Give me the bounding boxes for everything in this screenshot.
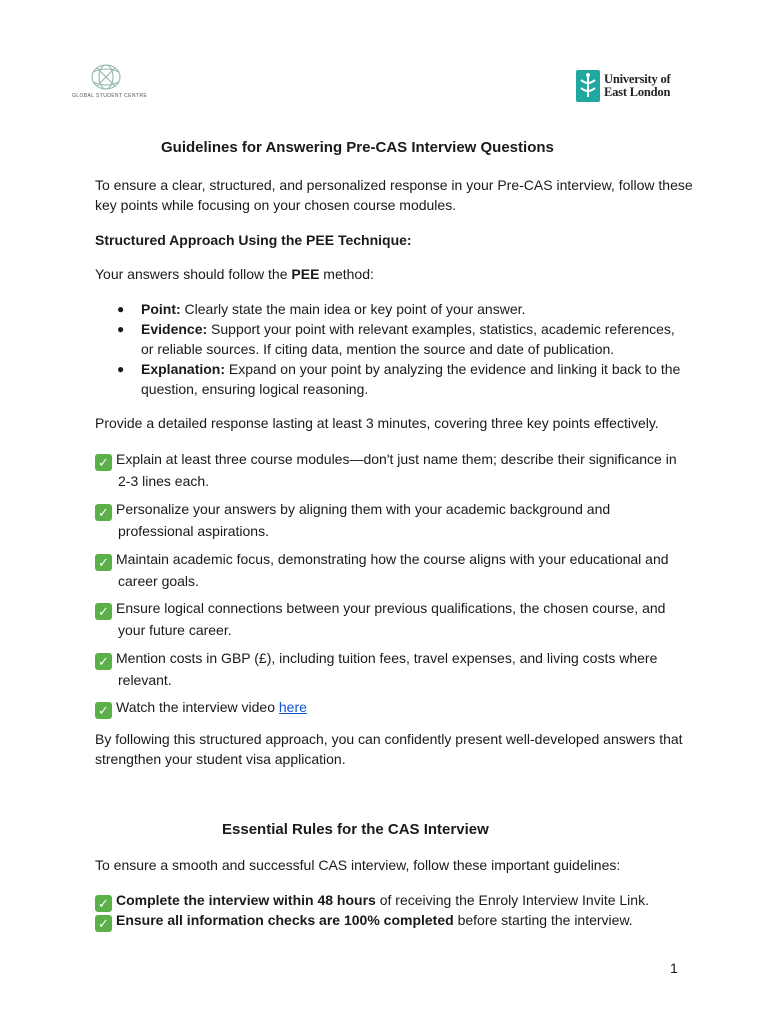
rule-item — [95, 890, 685, 912]
check-mark-icon: ✓ — [95, 603, 112, 620]
check-mark-icon: ✓ — [95, 504, 112, 521]
checklist-text-cont: professional aspirations. — [118, 523, 269, 539]
checklist-text: Ensure logical connections between your previous qualifications, the chosen course, and — [116, 600, 666, 616]
check-mark-icon: ✓ — [95, 915, 112, 932]
university-logo — [576, 70, 671, 102]
bullet-text: Clearly state the main idea or key point of your answer. — [180, 301, 526, 317]
checklist-text: Mention costs in GBP (£), including tuition fees, travel expenses, and living costs where — [116, 650, 658, 666]
checklist-text: Maintain academic focus, demonstrating how the course aligns with your educational and — [116, 551, 669, 567]
closing-line-2: strengthen your student visa application. — [95, 751, 346, 767]
video-item — [95, 697, 685, 719]
rule-item — [95, 910, 685, 932]
page-title: Guidelines for Answering Pre-CAS Interview Questions — [161, 139, 554, 156]
intro-line-1: To ensure a clear, structured, and personalized response in your Pre-CAS interview, follow these — [95, 177, 693, 193]
rule-bold: Ensure all information checks are 100% completed — [116, 912, 454, 928]
university-name-line2: East London — [604, 85, 671, 99]
checklist-item — [95, 499, 685, 541]
pee-method-line — [95, 264, 374, 284]
checklist-text-cont: relevant. — [118, 672, 172, 688]
bullet-explanation — [117, 359, 687, 399]
pee-subheading: Structured Approach Using the PEE Technique: — [95, 232, 412, 248]
bullet-dot-icon: ● — [117, 302, 125, 316]
bullet-text: Expand on your point by analyzing the evidence and linking it back to the question, ensuring logical reasoning. — [141, 361, 681, 397]
bullet-dot-icon: ● — [117, 362, 125, 376]
bullet-point — [117, 299, 687, 319]
checklist-text-cont: career goals. — [118, 573, 199, 589]
rule-text: before starting the interview. — [453, 912, 633, 928]
rules-intro: To ensure a smooth and successful CAS interview, follow these important guidelines: — [95, 857, 621, 873]
check-mark-icon: ✓ — [95, 895, 112, 912]
bullet-label: Evidence: — [141, 321, 208, 337]
check-mark-icon: ✓ — [95, 454, 112, 471]
checklist-text: Explain at least three course modules—don't just name them; describe their significance in — [116, 451, 677, 467]
interview-video-link[interactable]: here — [278, 699, 307, 715]
check-mark-icon: ✓ — [95, 653, 112, 670]
checklist-item — [95, 549, 685, 591]
pee-bold: PEE — [291, 266, 320, 282]
university-name-line1: University of — [604, 72, 671, 86]
duration-note: Provide a detailed response lasting at least 3 minutes, covering three key points effectively. — [95, 415, 659, 431]
section-title: Essential Rules for the CAS Interview — [222, 821, 489, 838]
checklist-text-cont: your future career. — [118, 622, 232, 638]
intro-line-2: key points while focusing on your chosen course modules. — [95, 197, 457, 213]
intro-paragraph — [95, 175, 695, 215]
bullet-evidence — [117, 319, 687, 359]
check-mark-icon: ✓ — [95, 702, 112, 719]
checklist-item — [95, 449, 685, 491]
rule-text: of receiving the Enroly Interview Invite Link. — [375, 892, 649, 908]
checklist-text: Personalize your answers by aligning them with your academic background and — [116, 501, 611, 517]
checklist-text-cont: 2-3 lines each. — [118, 473, 210, 489]
globe-knot-icon — [89, 62, 123, 92]
video-text: Watch the interview video — [116, 699, 279, 715]
bullet-dot-icon: ● — [117, 322, 125, 336]
bullet-label: Point: — [141, 301, 181, 317]
global-student-centre-logo — [72, 62, 148, 100]
closing-line-1: By following this structured approach, you can confidently present well-developed answers that — [95, 731, 683, 747]
pee-bullet-list — [117, 299, 687, 399]
checklist-item — [95, 598, 685, 640]
bullet-label: Explanation: — [141, 361, 226, 377]
pee-suffix: method: — [319, 266, 374, 282]
checklist-item — [95, 648, 685, 690]
pee-prefix: Your answers should follow the — [95, 266, 292, 282]
page-number: 1 — [670, 960, 678, 976]
rule-bold: Complete the interview within 48 hours — [116, 892, 376, 908]
uel-crest-icon — [576, 70, 600, 102]
closing-paragraph — [95, 729, 695, 769]
logo-caption: GLOBAL STUDENT CENTRE — [72, 93, 148, 99]
bullet-text: Support your point with relevant examples, statistics, academic references, or reliable sources. If citing data, mention the source and date of publication. — [141, 321, 675, 357]
check-mark-icon: ✓ — [95, 554, 112, 571]
